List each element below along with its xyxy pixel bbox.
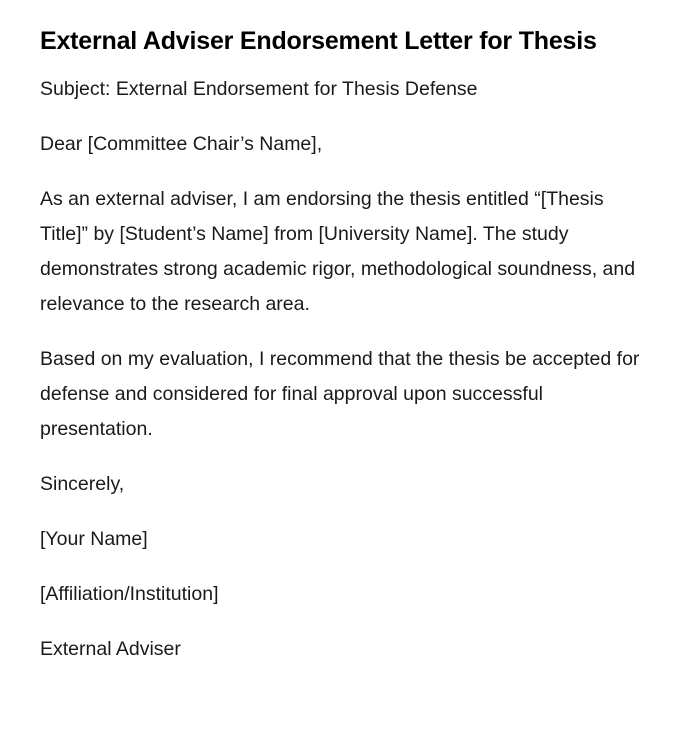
document-title: External Adviser Endorsement Letter for Thesis bbox=[40, 27, 597, 55]
subject-line: Subject: External Endorsement for Thesis Defense bbox=[40, 78, 478, 100]
signature-affiliation: [Affiliation/Institution] bbox=[40, 583, 219, 605]
signature-name: [Your Name] bbox=[40, 528, 148, 550]
body-paragraph-1: As an external adviser, I am endorsing the thesis entitled “[Thesis Title]” by [Student’s Name] from [University Name]. The study demonstrates strong academic rigor, methodological soundness, and relevance to the research area. bbox=[40, 188, 636, 315]
signature-role: External Adviser bbox=[40, 638, 181, 660]
letter-document bbox=[40, 24, 640, 687]
salutation: Dear [Committee Chair’s Name], bbox=[40, 133, 323, 155]
body-paragraph-2: Based on my evaluation, I recommend that the thesis be accepted for defense and considered for final approval upon successful presentation. bbox=[40, 348, 640, 440]
closing: Sincerely, bbox=[40, 473, 125, 495]
